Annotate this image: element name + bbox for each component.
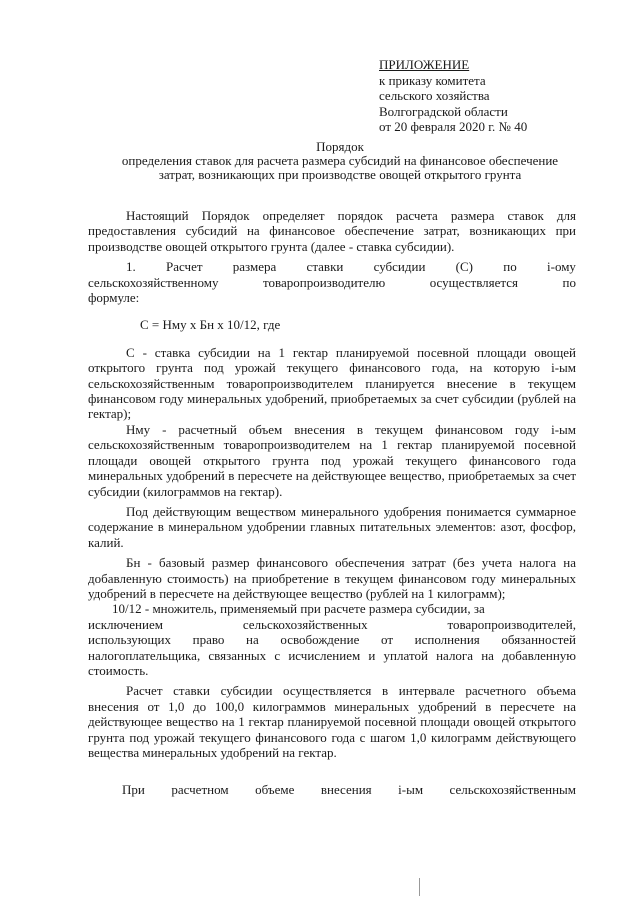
p1-word: (С) bbox=[455, 259, 474, 275]
p1-word: по bbox=[503, 259, 517, 275]
last-word: При bbox=[122, 782, 145, 798]
multiplier-rest: использующих право на освобождение от исполнения обязанностей налогоплательщика, связанных с исчислением и уплатой налога на добавленную стоимость. bbox=[88, 632, 576, 678]
multiplier-word: сельскохозяйственных bbox=[242, 616, 368, 632]
p1-number: 1. bbox=[126, 259, 136, 275]
c-definition: С - ставка субсидии на 1 гектар планируемой посевной площади овощей открытого грунта под урожай текущего финансового года, на которую i-ым сельскохозяйственным товаропроизводителем планируется внесение в текущем финансовом году минеральных удобрений, приобретаемых за счет субсидии (рублей на гектар); bbox=[88, 344, 576, 422]
p1-word: по bbox=[562, 274, 576, 290]
p1-word: ставки bbox=[306, 259, 344, 275]
p1-word: товаропроизводителю bbox=[263, 274, 386, 290]
last-word: объеме bbox=[255, 782, 295, 798]
active-substance-definition: Под действующим веществом минерального удобрения понимается суммарное содержание в минеральном удобрении главных питательных элементов: азот, фосфор, калий. bbox=[88, 503, 576, 550]
formula: С = Нму х Бн х 10/12, где bbox=[140, 317, 281, 333]
multiplier-word: товаропроизводителей, bbox=[447, 616, 576, 632]
intro-paragraph: Настоящий Порядок определяет порядок расчета размера ставок для предоставления субсидий на финансовое обеспечение затрат, возникающих при производстве овощей открытого грунта (далее - ставка субсидии). bbox=[88, 208, 576, 254]
p1-word: Расчет bbox=[166, 259, 203, 275]
interval-paragraph: Расчет ставки субсидии осуществляется в интервале расчетного объема внесения от 1,0 до 100,0 килограммов минеральных удобрений в пересчете на действующее вещество на 1 гектар планируемой посевной площади овощей открытого грунта под урожай текущего финансового года с шагом 1,0 килограмм действующего вещества минеральных удобрений на гектар. bbox=[88, 683, 576, 760]
last-paragraph bbox=[88, 782, 576, 797]
appendix-line: сельского хозяйства bbox=[379, 88, 490, 103]
appendix-line: к приказу комитета bbox=[379, 72, 486, 88]
last-word: i-ым bbox=[398, 782, 424, 798]
last-word: расчетном bbox=[171, 782, 229, 798]
appendix-title: ПРИЛОЖЕНИЕ bbox=[379, 57, 470, 72]
multiplier-line-1: 10/12 - множитель, применяемый при расчете размера субсидии, за bbox=[112, 601, 485, 617]
appendix-block bbox=[379, 57, 599, 135]
paragraph-1 bbox=[88, 259, 576, 305]
bn-definition: Бн - базовый размер финансового обеспечения затрат (без учета налога на добавленную стоимость) на приобретение в текущем финансовом году минеральных удобрений в пересчете на действующее вещество (рублей на 1 килограмм); bbox=[88, 555, 576, 601]
p1-word: осуществляется bbox=[429, 274, 518, 290]
multiplier-word: исключением bbox=[88, 616, 163, 632]
p1-word: сельскохозяйственному bbox=[88, 274, 219, 290]
p1-word: i-ому bbox=[547, 259, 576, 275]
scan-mark bbox=[419, 878, 420, 896]
appendix-line: от 20 февраля 2020 г. № 40 bbox=[379, 119, 528, 134]
multiplier-definition bbox=[88, 601, 576, 678]
appendix-line: Волгоградской области bbox=[379, 103, 508, 119]
document-heading bbox=[108, 140, 572, 182]
nmu-definition: Нму - расчетный объем внесения в текущем финансовом году i-ым сельскохозяйственным товаропроизводителем на 1 гектар планируемой посевной площади овощей открытого грунта под урожай текущего финансового года минеральных удобрений в пересчете на действующее вещество, приобретаемых за счет субсидии (килограммов на гектар). bbox=[88, 421, 576, 499]
document-title: Порядок bbox=[316, 139, 364, 154]
last-word: сельскохозяйственным bbox=[449, 782, 576, 798]
p1-word: субсидии bbox=[373, 259, 426, 275]
p1-end: формуле: bbox=[88, 290, 140, 306]
last-word: внесения bbox=[320, 782, 372, 798]
p1-word: размера bbox=[232, 259, 277, 275]
document-subtitle: определения ставок для расчета размера субсидий на финансовое обеспечение затрат, возникающих при производстве овощей открытого грунта bbox=[121, 153, 559, 182]
document-body bbox=[88, 208, 576, 798]
